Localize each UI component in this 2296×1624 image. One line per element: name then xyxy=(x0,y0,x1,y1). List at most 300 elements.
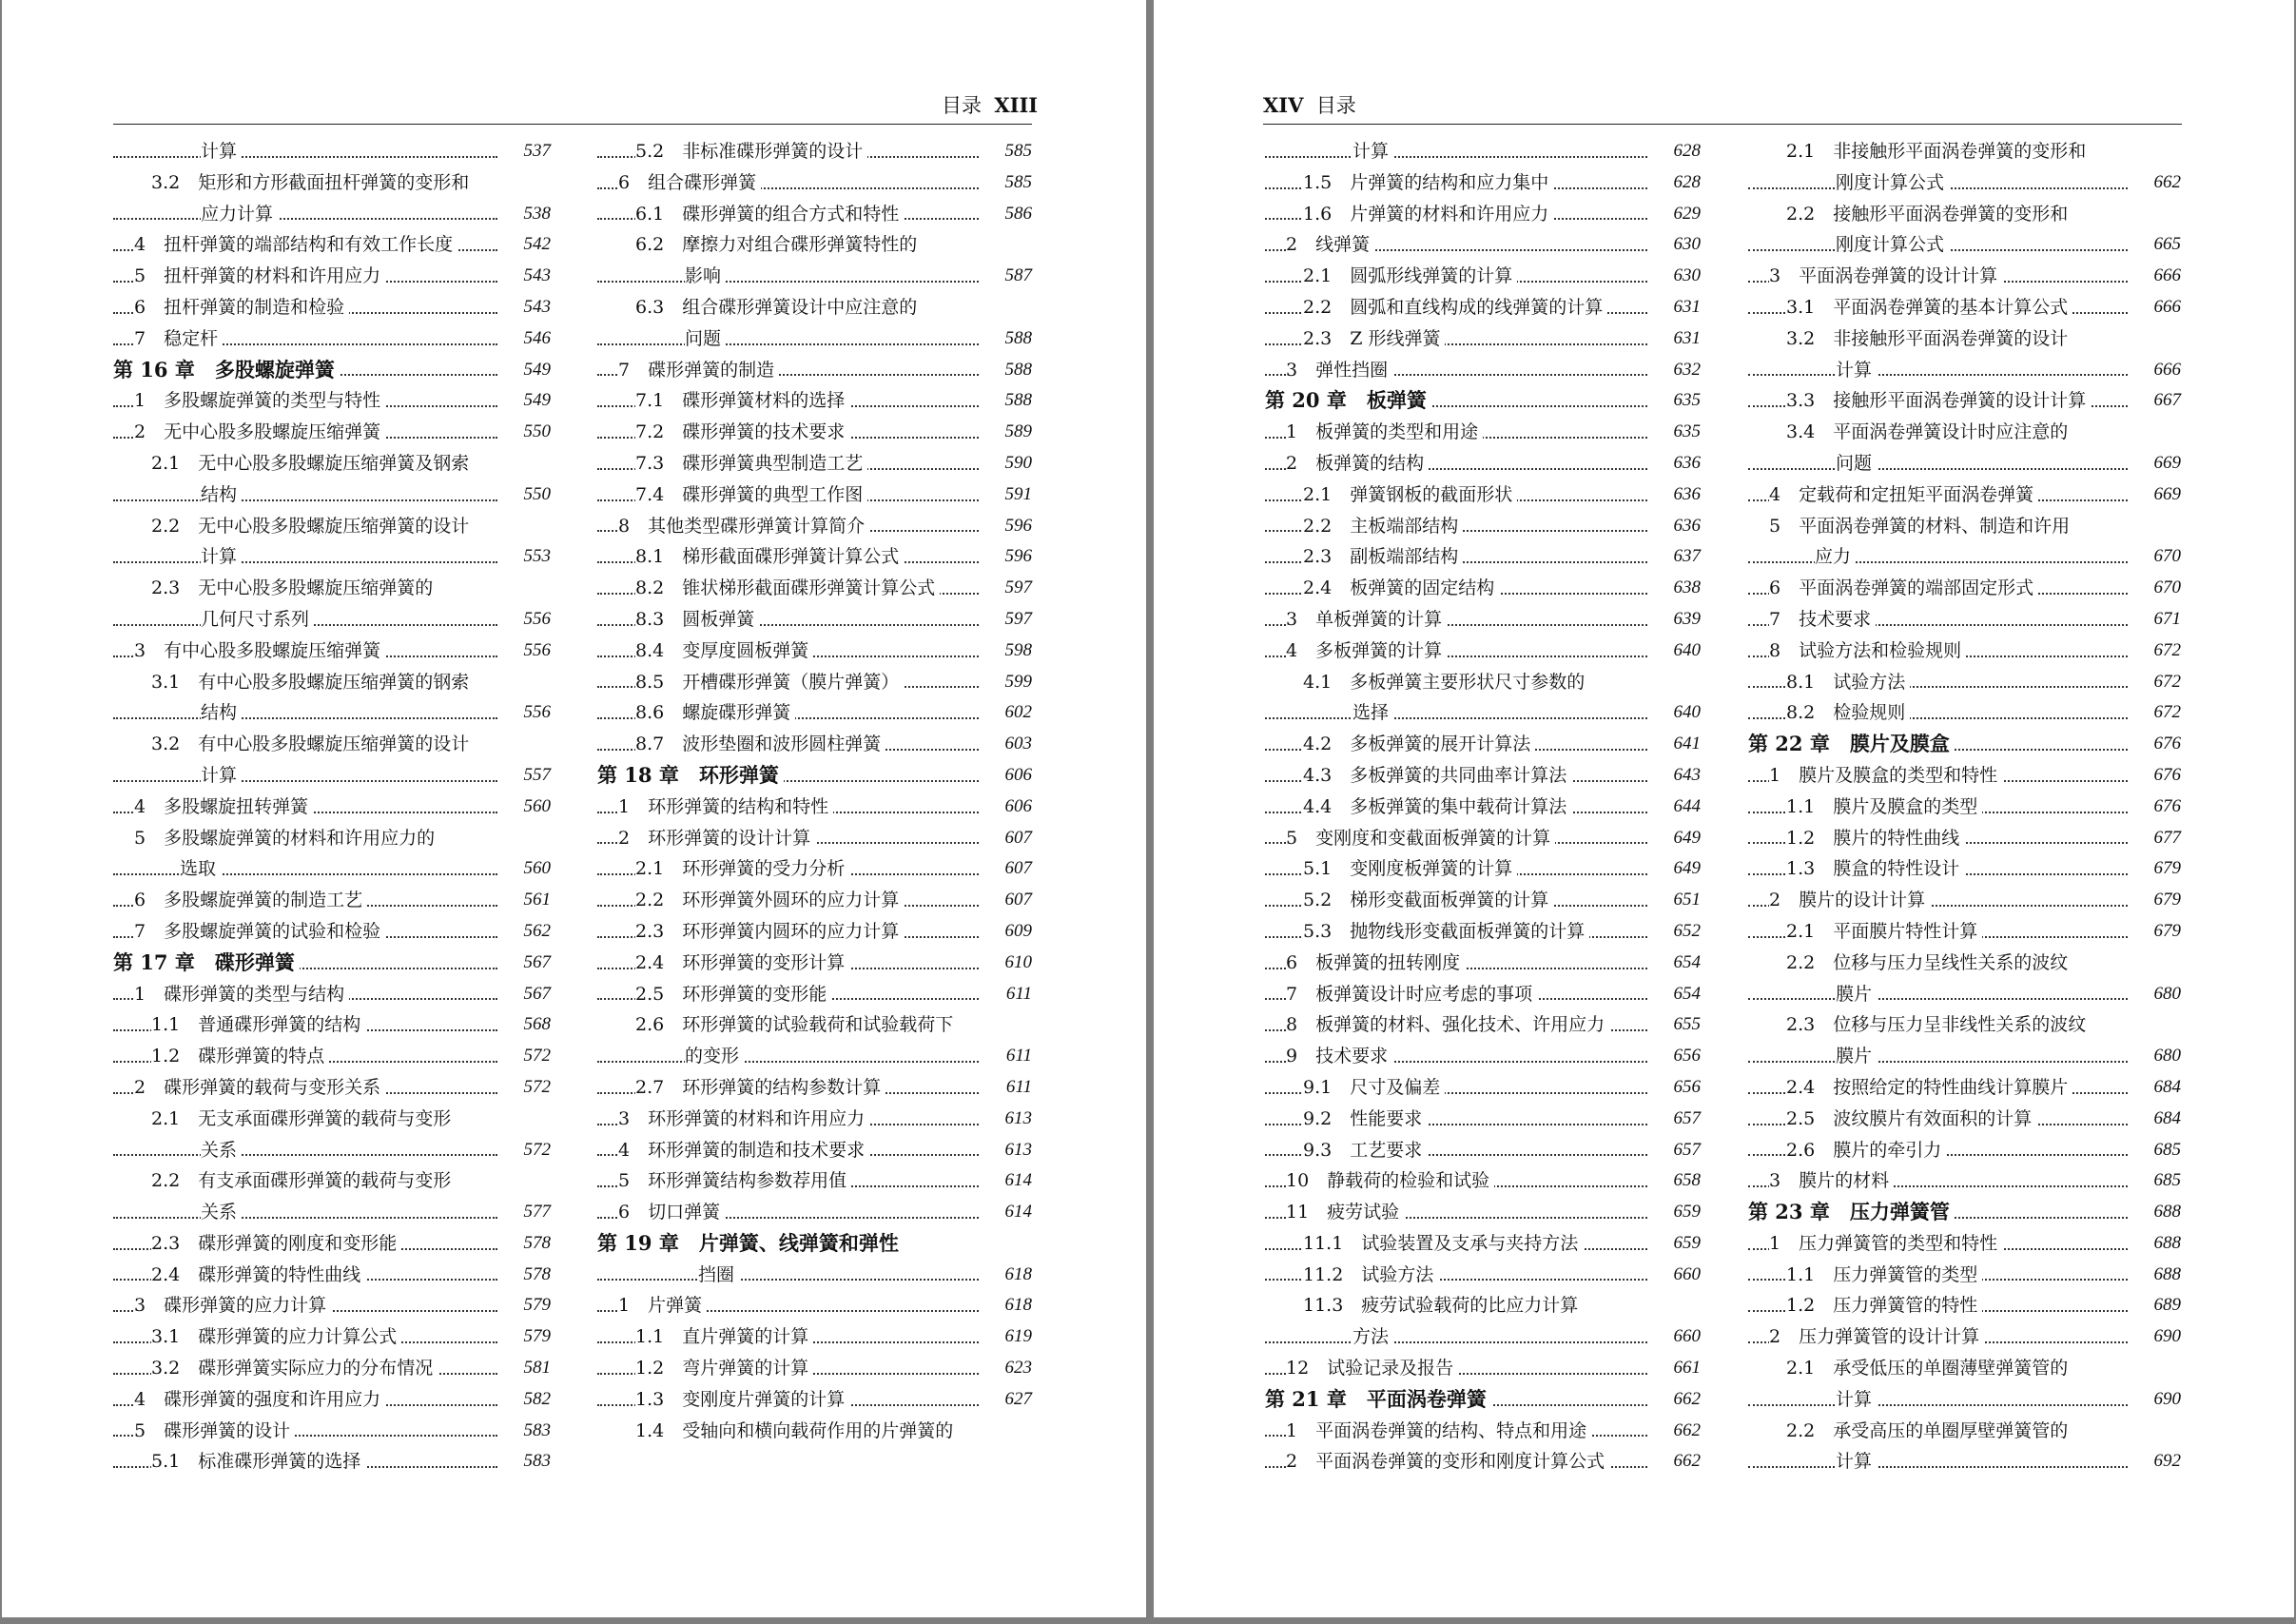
toc-entry xyxy=(1265,697,1701,729)
toc-entry-page-number: 660 xyxy=(1669,1260,1702,1291)
toc-entry xyxy=(1265,261,1701,292)
toc-entry-title: 6 扭杆弹簧的制造和检验 xyxy=(134,292,349,323)
toc-entry-title: 刚度计算公式 xyxy=(1836,229,1949,261)
toc-entry-title: 4 多股螺旋扭转弹簧 xyxy=(134,792,313,823)
toc-entry-page-number: 644 xyxy=(1669,792,1702,823)
toc-entry-title: 3.1 碟形弹簧的应力计算公式 xyxy=(151,1321,401,1353)
toc-entry-page-number: 631 xyxy=(1669,323,1702,355)
toc-entry xyxy=(1748,792,2181,823)
toc-entry-title: 5 多股螺旋弹簧的材料和许用应力的 xyxy=(134,823,439,854)
toc-entry-title: 7 板弹簧设计时应考虑的事项 xyxy=(1286,979,1537,1010)
toc-entry xyxy=(113,1228,551,1260)
dot-leader xyxy=(1748,1466,2128,1468)
toc-entry-title: 2.6 膜片的牵引力 xyxy=(1786,1135,1946,1166)
toc-entry xyxy=(1265,853,1701,885)
toc-entry-page-number: 672 xyxy=(2150,697,2182,729)
toc-entry xyxy=(113,1165,551,1197)
toc-entry-page-number: 665 xyxy=(2150,229,2182,261)
toc-entry-title: 12 试验记录及报告 xyxy=(1286,1353,1458,1384)
toc-entry xyxy=(597,1384,1032,1416)
toc-entry xyxy=(597,479,1032,511)
toc-entry-title: 关系 xyxy=(201,1135,242,1166)
toc-entry xyxy=(597,323,1032,355)
toc-entry-page-number: 588 xyxy=(1001,385,1033,417)
toc-entry-page-number: 632 xyxy=(1669,355,1702,386)
toc-entry xyxy=(597,167,1032,199)
toc-entry xyxy=(113,1384,551,1416)
toc-entry-title: 5 变刚度和变截面板弹簧的计算 xyxy=(1286,823,1555,854)
toc-entry-page-number: 635 xyxy=(1669,385,1702,417)
toc-entry-title: 2.2 圆弧和直线构成的线弹簧的计算 xyxy=(1303,292,1607,323)
toc-entry-page-number: 689 xyxy=(2150,1290,2182,1321)
toc-entry xyxy=(113,1290,551,1321)
toc-entry xyxy=(113,261,551,292)
toc-entry-title: 2 线弹簧 xyxy=(1286,229,1374,261)
toc-entry-title: 4.1 多板弹簧主要形状尺寸参数的 xyxy=(1303,667,1589,698)
toc-entry-page-number: 585 xyxy=(1001,167,1033,199)
toc-entry-title: 2.1 平面膜片特性计算 xyxy=(1786,916,1982,948)
toc-entry-page-number: 623 xyxy=(1001,1353,1033,1384)
toc-entry-page-number: 654 xyxy=(1669,979,1702,1010)
toc-entry-title: 6.2 摩擦力对组合碟形弹簧特性的 xyxy=(635,229,922,261)
toc-entry-title: 2.1 弹簧钢板的截面形状 xyxy=(1303,479,1517,511)
toc-entry-page-number: 543 xyxy=(519,292,552,323)
toc-entry-page-number: 669 xyxy=(2150,479,2182,511)
toc-entry xyxy=(113,1009,551,1041)
toc-entry-page-number: 560 xyxy=(519,853,552,885)
toc-entry xyxy=(1748,1446,2181,1477)
toc-entry-title: 问题 xyxy=(685,323,726,355)
toc-column xyxy=(113,136,551,1477)
toc-entry-page-number: 587 xyxy=(1001,261,1033,292)
toc-entry xyxy=(1265,636,1701,667)
toc-entry-page-number: 679 xyxy=(2150,853,2182,885)
toc-entry-title: 7 稳定杆 xyxy=(134,323,223,355)
dot-leader xyxy=(113,873,497,875)
toc-entry-title: 4.2 多板弹簧的展开计算法 xyxy=(1303,729,1535,760)
toc-entry-page-number: 692 xyxy=(2150,1446,2182,1477)
toc-entry-title: 2.2 承受高压的单圈厚壁弹簧管的 xyxy=(1786,1416,2072,1447)
toc-entry-title: 4.4 多板弹簧的集中载荷计算法 xyxy=(1303,792,1571,823)
toc-entry xyxy=(1265,1260,1701,1291)
toc-entry-page-number: 680 xyxy=(2150,979,2182,1010)
toc-entry xyxy=(1748,261,2181,292)
toc-chapter-heading xyxy=(113,355,551,386)
toc-entry xyxy=(113,667,551,698)
toc-entry xyxy=(1265,167,1701,199)
toc-entry-title: 2.3 碟形弹簧的刚度和变形能 xyxy=(151,1228,401,1260)
toc-entry-title: 影响 xyxy=(685,261,726,292)
toc-entry xyxy=(1265,1165,1701,1197)
toc-entry-page-number: 577 xyxy=(519,1197,552,1228)
toc-entry-page-number: 610 xyxy=(1001,948,1033,979)
toc-entry xyxy=(597,261,1032,292)
toc-entry-title: 3.2 有中心股多股螺旋压缩弹簧的设计 xyxy=(151,729,474,760)
toc-chapter-heading xyxy=(1265,1384,1701,1416)
toc-entry xyxy=(1265,136,1701,167)
toc-entry-page-number: 670 xyxy=(2150,573,2182,604)
toc-entry-page-number: 672 xyxy=(2150,667,2182,698)
toc-entry xyxy=(1265,1290,1701,1321)
toc-entry xyxy=(113,760,551,792)
toc-entry-page-number: 636 xyxy=(1669,511,1702,542)
toc-entry-page-number: 606 xyxy=(1001,760,1033,792)
toc-entry xyxy=(1265,792,1701,823)
toc-entry-title: 3.2 非接触形平面涡卷弹簧的设计 xyxy=(1786,323,2072,355)
toc-entry-page-number: 589 xyxy=(1001,417,1033,448)
toc-entry xyxy=(1748,1072,2181,1104)
dot-leader xyxy=(1265,156,1647,158)
toc-entry-title: 3.1 有中心股多股螺旋压缩弹簧的钢索 xyxy=(151,667,474,698)
toc-entry xyxy=(597,1072,1032,1104)
toc-entry xyxy=(1748,1416,2181,1447)
toc-chapter-heading xyxy=(597,1228,1032,1260)
toc-entry-page-number: 599 xyxy=(1001,667,1033,698)
toc-entry-title: 3.1 平面涡卷弹簧的基本计算公式 xyxy=(1786,292,2072,323)
toc-entry xyxy=(113,1416,551,1447)
dot-leader xyxy=(113,717,497,719)
toc-entry-title: 2.5 波纹膜片有效面积的计算 xyxy=(1786,1104,2036,1135)
toc-entry xyxy=(1265,1197,1701,1228)
toc-entry-title: 4 扭杆弹簧的端部结构和有效工作长度 xyxy=(134,229,457,261)
toc-entry-title: 1 压力弹簧管的类型和特性 xyxy=(1769,1228,2002,1260)
toc-entry-page-number: 688 xyxy=(2150,1260,2182,1291)
toc-entry xyxy=(597,916,1032,948)
toc-entry-page-number: 629 xyxy=(1669,199,1702,230)
toc-entry xyxy=(1265,1041,1701,1072)
toc-entry-page-number: 649 xyxy=(1669,853,1702,885)
toc-entry xyxy=(113,136,551,167)
toc-entry xyxy=(113,1072,551,1104)
toc-entry xyxy=(1265,292,1701,323)
toc-entry-title: 1.1 压力弹簧管的类型 xyxy=(1786,1260,1982,1291)
toc-entry-title: 计算 xyxy=(1836,355,1877,386)
toc-entry-title: 8.2 检验规则 xyxy=(1786,697,1910,729)
toc-entry xyxy=(597,541,1032,573)
toc-entry-page-number: 611 xyxy=(1002,1041,1032,1072)
toc-entry-title: 的变形 xyxy=(685,1041,744,1072)
toc-entry-title: 第 16 章 多股螺旋弹簧 xyxy=(113,355,340,386)
toc-entry-page-number: 538 xyxy=(519,199,552,230)
toc-entry xyxy=(1748,636,2181,667)
toc-entry-title: 2 压力弹簧管的设计计算 xyxy=(1769,1321,1984,1353)
toc-entry-page-number: 546 xyxy=(519,323,552,355)
toc-entry xyxy=(597,885,1032,916)
toc-entry-title: 2.1 承受低压的单圈薄壁弹簧管的 xyxy=(1786,1353,2072,1384)
toc-entry-page-number: 628 xyxy=(1669,167,1702,199)
toc-entry xyxy=(113,479,551,511)
toc-entry-page-number: 670 xyxy=(2150,541,2182,573)
toc-entry xyxy=(597,1353,1032,1384)
toc-entry xyxy=(597,604,1032,636)
toc-entry xyxy=(1748,979,2181,1010)
toc-entry-title: 几何尺寸系列 xyxy=(201,604,314,636)
toc-entry-page-number: 582 xyxy=(519,1384,552,1416)
toc-entry-page-number: 690 xyxy=(2150,1321,2182,1353)
toc-entry-title: 2.7 环形弹簧的结构参数计算 xyxy=(635,1072,885,1104)
header-label: 目录 xyxy=(1315,94,1356,117)
toc-entry-page-number: 606 xyxy=(1001,792,1033,823)
header-page-numeral: XIII xyxy=(994,93,1039,117)
toc-entry-page-number: 657 xyxy=(1669,1135,1702,1166)
toc-entry xyxy=(1265,667,1701,698)
toc-entry-page-number: 568 xyxy=(519,1009,552,1041)
toc-entry-page-number: 550 xyxy=(519,417,552,448)
toc-entry xyxy=(1265,1353,1701,1384)
toc-entry xyxy=(1265,573,1701,604)
dot-leader xyxy=(597,281,979,283)
toc-entry-title: 1 多股螺旋弹簧的类型与特性 xyxy=(134,385,385,417)
toc-entry-page-number: 611 xyxy=(1002,979,1032,1010)
toc-entry-title: 1 膜片及膜盒的类型和特性 xyxy=(1769,760,2002,792)
toc-entry xyxy=(1748,167,2181,199)
toc-entry-title: 1.5 片弹簧的结构和应力集中 xyxy=(1303,167,1553,199)
header-label: 目录 xyxy=(942,94,982,117)
toc-entry xyxy=(1748,1104,2181,1135)
toc-entry xyxy=(113,792,551,823)
toc-entry xyxy=(1748,479,2181,511)
toc-entry xyxy=(1265,1446,1701,1477)
toc-entry xyxy=(1265,511,1701,542)
toc-entry xyxy=(1265,604,1701,636)
dot-leader xyxy=(113,499,497,501)
toc-entry xyxy=(1265,1009,1701,1041)
toc-entry xyxy=(597,636,1032,667)
toc-entry-page-number: 656 xyxy=(1669,1072,1702,1104)
toc-entry-title: 1 平面涡卷弹簧的结构、特点和用途 xyxy=(1286,1416,1591,1447)
toc-entry-title: 2.2 有支承面碟形弹簧的载荷与变形 xyxy=(151,1165,456,1197)
toc-entry xyxy=(597,448,1032,479)
toc-entry-title: 1 片弹簧 xyxy=(618,1290,707,1321)
toc-entry xyxy=(113,167,551,199)
toc-entry xyxy=(597,229,1032,261)
toc-entry-page-number: 556 xyxy=(519,636,552,667)
toc-entry xyxy=(113,853,551,885)
toc-entry xyxy=(1265,355,1701,386)
toc-entry-title: 2.1 无中心股多股螺旋压缩弹簧及钢索 xyxy=(151,448,474,479)
toc-entry-title: 第 18 章 环形弹簧 xyxy=(597,760,784,792)
toc-entry xyxy=(1748,1290,2181,1321)
toc-entry-page-number: 688 xyxy=(2150,1197,2182,1228)
toc-entry-title: 7 碟形弹簧的制造 xyxy=(618,355,779,386)
toc-entry-page-number: 652 xyxy=(1669,916,1702,948)
toc-entry-page-number: 614 xyxy=(1001,1165,1033,1197)
toc-entry-title: 11.1 试验装置及支承与夹持方法 xyxy=(1303,1228,1583,1260)
toc-entry-title: 2.1 圆弧形线弹簧的计算 xyxy=(1303,261,1517,292)
toc-entry-title: 3 环形弹簧的材料和许用应力 xyxy=(618,1104,869,1135)
toc-entry-title: 5 平面涡卷弹簧的材料、制造和许用 xyxy=(1769,511,2074,542)
toc-entry xyxy=(597,1197,1032,1228)
toc-entry xyxy=(1265,885,1701,916)
toc-entry-title: 5.2 非标准碟形弹簧的设计 xyxy=(635,136,867,167)
toc-entry-page-number: 679 xyxy=(2150,916,2182,948)
toc-entry-title: 3 膜片的材料 xyxy=(1769,1165,1894,1197)
toc-entry-page-number: 550 xyxy=(519,479,552,511)
toc-entry-page-number: 640 xyxy=(1669,697,1702,729)
toc-entry-page-number: 581 xyxy=(519,1353,552,1384)
toc-entry-title: 9.2 性能要求 xyxy=(1303,1104,1427,1135)
toc-entry-title: 9.1 尺寸及偏差 xyxy=(1303,1072,1445,1104)
toc-entry-title: 膜片 xyxy=(1836,979,1877,1010)
toc-entry-page-number: 654 xyxy=(1669,948,1702,979)
toc-entry-page-number: 607 xyxy=(1001,885,1033,916)
toc-entry xyxy=(1265,199,1701,230)
toc-entry xyxy=(597,979,1032,1010)
toc-entry-title: 2 无中心股多股螺旋压缩弹簧 xyxy=(134,417,385,448)
toc-entry-page-number: 640 xyxy=(1669,636,1702,667)
dot-leader xyxy=(1265,717,1647,719)
toc-entry-page-number: 619 xyxy=(1001,1321,1033,1353)
toc-entry-page-number: 666 xyxy=(2150,261,2182,292)
toc-entry xyxy=(597,792,1032,823)
toc-entry xyxy=(1265,729,1701,760)
dot-leader xyxy=(113,561,497,563)
toc-entry-page-number: 639 xyxy=(1669,604,1702,636)
toc-entry-title: 2.2 无中心股多股螺旋压缩弹簧的设计 xyxy=(151,511,474,542)
toc-entry-page-number: 602 xyxy=(1001,697,1033,729)
toc-entry-title: 2.1 环形弹簧的受力分析 xyxy=(635,853,849,885)
toc-entry xyxy=(1748,667,2181,698)
toc-entry-page-number: 585 xyxy=(1001,136,1033,167)
toc-entry xyxy=(1265,1104,1701,1135)
dot-leader xyxy=(1748,1404,2128,1406)
toc-entry xyxy=(113,697,551,729)
header-rule xyxy=(113,124,1032,125)
toc-entry xyxy=(113,385,551,417)
toc-entry xyxy=(597,1165,1032,1197)
toc-entry xyxy=(113,823,551,854)
toc-entry xyxy=(597,292,1032,323)
toc-entry xyxy=(113,199,551,230)
toc-entry-title: 5 碟形弹簧的设计 xyxy=(134,1416,295,1447)
toc-entry-title: 4 碟形弹簧的强度和许用应力 xyxy=(134,1384,385,1416)
toc-entry-title: 1.3 变刚度片弹簧的计算 xyxy=(635,1384,849,1416)
toc-entry-page-number: 611 xyxy=(1002,1072,1032,1104)
toc-chapter-heading xyxy=(1748,1197,2181,1228)
toc-entry xyxy=(113,1260,551,1291)
toc-entry-title: 2.4 碟形弹簧的特性曲线 xyxy=(151,1260,365,1291)
toc-entry-page-number: 562 xyxy=(519,916,552,948)
toc-entry xyxy=(597,1290,1032,1321)
toc-entry-title: 8.6 螺旋碟形弹簧 xyxy=(635,697,795,729)
toc-entry-page-number: 567 xyxy=(519,948,552,979)
toc-entry-title: 2 碟形弹簧的载荷与变形关系 xyxy=(134,1072,385,1104)
toc-entry-page-number: 643 xyxy=(1669,760,1702,792)
toc-entry xyxy=(597,1260,1032,1291)
toc-entry-page-number: 662 xyxy=(1669,1416,1702,1447)
toc-chapter-heading xyxy=(597,760,1032,792)
toc-entry-page-number: 637 xyxy=(1669,541,1702,573)
dot-leader xyxy=(113,218,497,220)
toc-entry xyxy=(113,916,551,948)
toc-entry xyxy=(597,697,1032,729)
toc-entry-page-number: 627 xyxy=(1001,1384,1033,1416)
toc-entry-page-number: 685 xyxy=(2150,1165,2182,1197)
toc-entry xyxy=(597,1041,1032,1072)
toc-entry xyxy=(113,1446,551,1477)
toc-entry-title: 6 组合碟形弹簧 xyxy=(618,167,761,199)
toc-entry-title: 5.1 变刚度板弹簧的计算 xyxy=(1303,853,1517,885)
toc-entry-title: 计算 xyxy=(201,541,242,573)
toc-entry-title: 11.3 疲劳试验载荷的比应力计算 xyxy=(1303,1290,1583,1321)
toc-entry xyxy=(113,636,551,667)
dot-leader xyxy=(113,156,497,158)
toc-entry xyxy=(113,1197,551,1228)
dot-leader xyxy=(597,1061,979,1063)
toc-entry-title: 第 22 章 膜片及膜盒 xyxy=(1748,729,1955,760)
toc-entry-title: 1.2 弯片弹簧的计算 xyxy=(635,1353,813,1384)
toc-entry-title: 10 静载荷的检验和试验 xyxy=(1286,1165,1494,1197)
toc-entry-title: 8.2 锥状梯形截面碟形弹簧计算公式 xyxy=(635,573,940,604)
toc-entry-page-number: 591 xyxy=(1001,479,1033,511)
toc-chapter-heading xyxy=(113,948,551,979)
toc-entry xyxy=(1748,697,2181,729)
toc-entry xyxy=(1748,136,2181,167)
toc-column xyxy=(597,136,1032,1446)
toc-entry-page-number: 607 xyxy=(1001,823,1033,854)
toc-entry-title: 5.2 梯形变截面板弹簧的计算 xyxy=(1303,885,1553,916)
toc-entry-title: 应力 xyxy=(1815,541,1856,573)
toc-entry-page-number: 676 xyxy=(2150,760,2182,792)
toc-entry-page-number: 614 xyxy=(1001,1197,1033,1228)
toc-entry xyxy=(597,136,1032,167)
toc-entry xyxy=(113,573,551,604)
toc-entry-title: 3 有中心股多股螺旋压缩弹簧 xyxy=(134,636,385,667)
toc-entry-page-number: 542 xyxy=(519,229,552,261)
toc-entry-page-number: 641 xyxy=(1669,729,1702,760)
toc-entry xyxy=(1748,417,2181,448)
toc-entry xyxy=(1748,1041,2181,1072)
toc-entry-title: 1.4 受轴向和横向载荷作用的片弹簧的 xyxy=(635,1416,958,1447)
toc-entry-title: 2.5 环形弹簧的变形能 xyxy=(635,979,831,1010)
toc-entry-page-number: 579 xyxy=(519,1290,552,1321)
toc-entry-page-number: 685 xyxy=(2150,1135,2182,1166)
toc-entry-title: 结构 xyxy=(201,479,242,511)
toc-entry xyxy=(113,1041,551,1072)
dot-leader xyxy=(1748,468,2128,470)
toc-entry xyxy=(1748,1009,2181,1041)
toc-entry-page-number: 537 xyxy=(519,136,552,167)
toc-entry-title: 4.3 多板弹簧的共同曲率计算法 xyxy=(1303,760,1571,792)
toc-entry-page-number: 583 xyxy=(519,1446,552,1477)
toc-entry-page-number: 597 xyxy=(1001,604,1033,636)
toc-entry-title: 3.2 碟形弹簧实际应力的分布情况 xyxy=(151,1353,438,1384)
toc-entry-page-number: 630 xyxy=(1669,229,1702,261)
toc-entry-page-number: 659 xyxy=(1669,1197,1702,1228)
toc-entry-title: 5 扭杆弹簧的材料和许用应力 xyxy=(134,261,385,292)
toc-entry-page-number: 618 xyxy=(1001,1290,1033,1321)
toc-entry xyxy=(1748,1384,2181,1416)
toc-entry xyxy=(1748,823,2181,854)
toc-entry xyxy=(1265,448,1701,479)
toc-entry-page-number: 662 xyxy=(2150,167,2182,199)
right-page-header xyxy=(1263,90,1356,119)
toc-entry-title: 膜片 xyxy=(1836,1041,1877,1072)
toc-entry-title: 9.3 工艺要求 xyxy=(1303,1135,1427,1166)
toc-entry-page-number: 613 xyxy=(1001,1104,1033,1135)
toc-entry-page-number: 596 xyxy=(1001,511,1033,542)
toc-entry xyxy=(1265,916,1701,948)
toc-entry xyxy=(597,355,1032,386)
header-rule xyxy=(1263,124,2182,125)
toc-entry-title: 5 环形弹簧结构参数荐用值 xyxy=(618,1165,851,1197)
toc-entry-page-number: 677 xyxy=(2150,823,2182,854)
toc-entry-page-number: 578 xyxy=(519,1260,552,1291)
toc-entry-page-number: 603 xyxy=(1001,729,1033,760)
toc-entry-page-number: 636 xyxy=(1669,448,1702,479)
toc-entry-title: 5.1 标准碟形弹簧的选择 xyxy=(151,1446,365,1477)
toc-entry xyxy=(113,1353,551,1384)
